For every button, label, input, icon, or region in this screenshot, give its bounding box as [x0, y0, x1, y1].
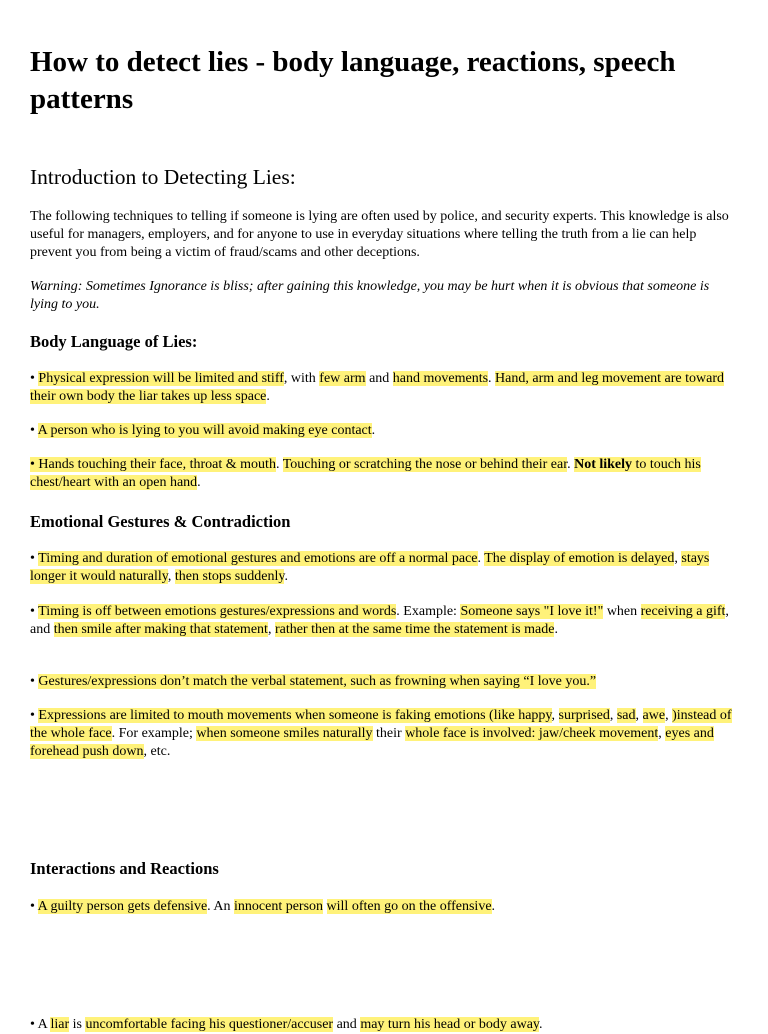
bullet-text: . [488, 371, 496, 386]
bullet-item [30, 370, 738, 406]
highlighted-text: stays longer it would naturally [30, 551, 710, 584]
bullet-text: • [30, 708, 39, 723]
intro-heading: Introduction to Detecting Lies: [30, 165, 296, 189]
bullet-text: • [30, 604, 39, 619]
highlighted-text: sad [616, 708, 636, 723]
bullet-text: when [603, 604, 641, 619]
bullet-text: • A [30, 1017, 51, 1032]
highlighted-text: receiving a gift [640, 604, 726, 619]
bullet-text: • [30, 899, 38, 914]
bullet-text: . [371, 423, 376, 438]
highlighted-text: )instead of the whole face [30, 708, 732, 741]
bullet-item [30, 898, 738, 916]
bullet-item [30, 1016, 738, 1034]
bullet-text: . For example; [111, 726, 197, 741]
highlighted-text: then smile after making that statement [53, 622, 268, 637]
highlighted-text: to touch his chest/heart with an open hand [30, 457, 701, 490]
highlighted-text: Expressions are limited to mouth movements when someone is faking emotions (like happy [38, 708, 552, 723]
bullet-text: . [567, 457, 575, 472]
highlighted-text: then stops suddenly [174, 569, 285, 584]
bullet-text: • [30, 371, 39, 386]
bullet-text: , [609, 708, 617, 723]
bullet-text: , and [30, 604, 729, 637]
bullet-text: , with [283, 371, 320, 386]
bullet-text: and [333, 1017, 361, 1032]
bullet-text: is [69, 1017, 86, 1032]
highlighted-text: when someone smiles naturally [196, 726, 373, 741]
bullet-text: , etc. [143, 744, 171, 759]
bullet-text: . [275, 457, 283, 472]
bullet-text: . [197, 475, 201, 490]
highlighted-text: eyes and forehead push down [30, 726, 714, 759]
bullet-text: , [658, 726, 666, 741]
bullet-text: . [491, 899, 496, 914]
highlighted-text: innocent person [234, 899, 324, 914]
bullet-text: • [30, 551, 39, 566]
highlighted-text: liar [50, 1017, 70, 1032]
bullet-item [30, 456, 738, 492]
highlighted-text: surprised [558, 708, 610, 723]
bullet-item [30, 422, 738, 440]
intro-paragraph: The following techniques to telling if someone is lying are often used by police, and security experts. This knowledge is also useful for managers, employers, and for anyone to use in everyday situations where telling the truth from a lie can help prevent you from being a victim of fraud/scams and other deceptions. [30, 209, 729, 260]
bullet-text: . [284, 569, 288, 584]
bullet-item [30, 707, 738, 761]
bullet-text: , [665, 708, 673, 723]
highlighted-text: hand movements [392, 371, 489, 386]
highlighted-text: • Hands touching their face, throat & mouth [30, 457, 276, 472]
section-heading: Body Language of Lies: [30, 332, 198, 351]
warning-paragraph: Warning: Sometimes Ignorance is bliss; after gaining this knowledge, you may be hurt when it is obvious that someone is lying to you. [30, 279, 710, 312]
highlighted-text: The display of emotion is delayed [484, 551, 675, 566]
document-page [30, 0, 738, 314]
highlighted-text: uncomfortable facing his questioner/accuser [85, 1017, 334, 1032]
highlighted-text: Timing and duration of emotional gestures and emotions are off a normal pace [38, 551, 478, 566]
highlighted-text: whole face is involved: jaw/cheek movement [405, 726, 659, 741]
bullet-text: and [365, 371, 393, 386]
highlighted-text: few arm [319, 371, 366, 386]
highlighted-text: will often go on the offensive [326, 899, 492, 914]
bullet-text: , [167, 569, 175, 584]
bullet-item [30, 603, 738, 639]
highlighted-text: may turn his head or body away [360, 1017, 540, 1032]
highlighted-text: Gestures/expressions don’t match the verbal statement, such as frowning when saying “I love you.” [38, 674, 597, 689]
highlighted-text: Physical expression will be limited and stiff [38, 371, 284, 386]
bullet-text: . [477, 551, 485, 566]
section-heading: Interactions and Reactions [30, 859, 219, 878]
bullet-text: • [30, 674, 39, 689]
bullet-text: • [30, 423, 38, 438]
highlighted-text: rather then at the same time the statement is made [274, 622, 555, 637]
bullet-text: , [635, 708, 643, 723]
highlighted-text: Timing is off between emotions gestures/expressions and words [38, 604, 397, 619]
highlighted-text: Hand, arm and leg movement are toward their own body the liar takes up less space [30, 371, 725, 404]
bullet-text: . [554, 622, 558, 637]
bullet-text: their [372, 726, 406, 741]
bullet-text: , [674, 551, 682, 566]
bullet-item [30, 550, 738, 586]
bullet-text: . An [207, 899, 235, 914]
highlighted-text: Touching or scratching the nose or behind their ear [282, 457, 568, 472]
bullet-text: , [551, 708, 559, 723]
highlighted-text: awe [642, 708, 666, 723]
bullet-text: . [539, 1017, 543, 1032]
section-heading: Emotional Gestures & Contradiction [30, 512, 291, 531]
bullet-text: . Example: [396, 604, 461, 619]
highlighted-text: Someone says "I love it!" [460, 604, 604, 619]
bullet-item [30, 673, 738, 691]
highlighted-text: A person who is lying to you will avoid making eye contact [37, 423, 372, 438]
bullet-text: , [267, 622, 275, 637]
bullet-text: . [266, 389, 270, 404]
document-title: How to detect lies - body language, reactions, speech patterns [30, 46, 676, 115]
highlighted-text: Not likely [574, 457, 633, 472]
highlighted-text: A guilty person gets defensive [37, 899, 208, 914]
